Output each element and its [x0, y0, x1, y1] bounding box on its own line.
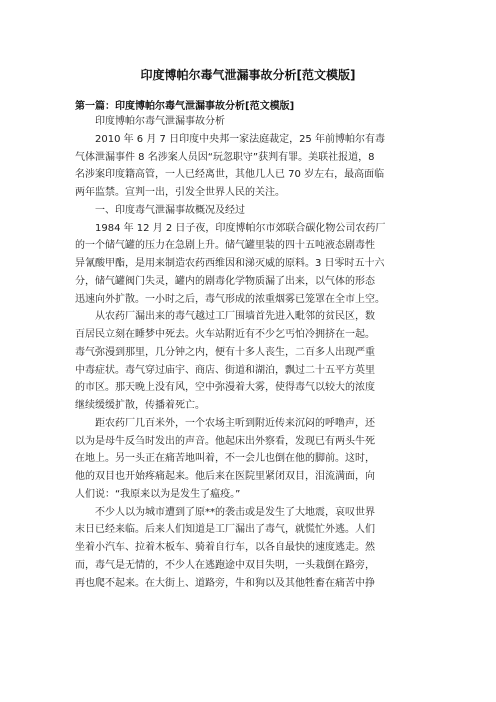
text-line: 的市区。那天晚上没有风，空中弥漫着大雾，使得毒气以较大的浓度: [75, 382, 375, 394]
text-line: 分，储气罐阀门失灵，罐内的剧毒化学物质漏了出来，以气体的形态: [75, 275, 375, 287]
text-line: 名涉案印度籍高管，一人已经离世，其他几人已 70 岁左右，最高面临: [75, 169, 385, 181]
text-line: 的一个储气罐的压力在急剧上升。储气罐里装的四十五吨液态剧毒性: [75, 240, 375, 252]
text-line: 一、印度毒气泄漏事故概况及经过: [95, 204, 245, 216]
text-line: 两年监禁。宣判一出，引发全世界人民的关注。: [75, 187, 285, 198]
text-line: 在地上。另一头正在痛苦地叫着，不一会儿也倒在他的脚前。这时，: [75, 453, 375, 465]
text-line: 迅速向外扩散。一小时之后，毒气形成的浓重烟雾已笼罩在全市上空。: [75, 293, 385, 305]
text-line: 坐着小汽车、拉着木板车、骑着自行车，以各自最快的速度逃走。然: [75, 542, 375, 553]
text-line: 印度博帕尔毒气泄漏事故分析: [95, 116, 225, 127]
text-line: 他的双目也开始疼痛起来。他后来在医院里紧闭双目，泪流满面，向: [75, 471, 375, 482]
text-line: 再也爬不起来。在大街上、道路旁，牛和狗以及其他牲畜在痛苦中挣: [75, 577, 375, 589]
text-line: 以为是母牛反刍时发出的声音。他起床出外察看，发现已有两头牛死: [75, 435, 375, 447]
text-line: 末日已经来临。后来人们知道是工厂漏出了毒气，就慌忙外逃。人们: [75, 524, 375, 536]
text-line: 不少人以为城市遭到了原**的袭击或是发生了大地震，哀叹世界: [95, 506, 375, 518]
text-line: 气体泄漏事件 8 名涉案人员因“玩忽职守”获判有罪。美联社报道，8: [75, 151, 375, 163]
text-line: 距农药厂几百米外，一个农场主听到附近传来沉闷的呼噜声，还: [95, 417, 375, 429]
text-line: 百居民立刻在睡梦中死去。火车站附近有不少乞丐怕冷拥挤在一起。: [75, 329, 375, 340]
document-body: [75, 113, 421, 592]
text-line: 继续缓缓扩散，传播着死亡。: [75, 400, 205, 411]
text-line: 中毒症状。毒气穿过庙宇、商店、街道和湖泊，飘过二十五平方英里: [75, 364, 375, 376]
text-line: 毒气弥漫到那里，几分钟之内，便有十多人丧生，二百多人出现严重: [75, 346, 375, 358]
text-line: 而，毒气是无情的，不少人在逃跑途中双目失明，一头栽倒在路旁，: [75, 559, 375, 571]
section-heading: 第一篇：印度博帕尔毒气泄漏事故分析[范文模版]: [75, 101, 295, 112]
text-line: 1984 年 12 月 2 日子夜，印度博帕尔市郊联合碳化物公司农药厂: [95, 222, 386, 234]
text-line: 人们说：“我原来以为是发生了瘟疫。”: [75, 488, 241, 500]
document-title: 印度博帕尔毒气泄漏事故分析[范文模版]: [140, 68, 356, 82]
text-line: 2010 年 6 月 7 日印度中央邦一家法庭裁定，25 年前博帕尔有毒: [95, 133, 385, 145]
text-line: 异氰酸甲酯，是用来制造农药西维因和涕灭威的原料。3 日零时五十六: [75, 258, 385, 269]
text-line: 从农药厂漏出来的毒气越过工厂围墙首先进入毗邻的贫民区，数: [95, 311, 375, 323]
